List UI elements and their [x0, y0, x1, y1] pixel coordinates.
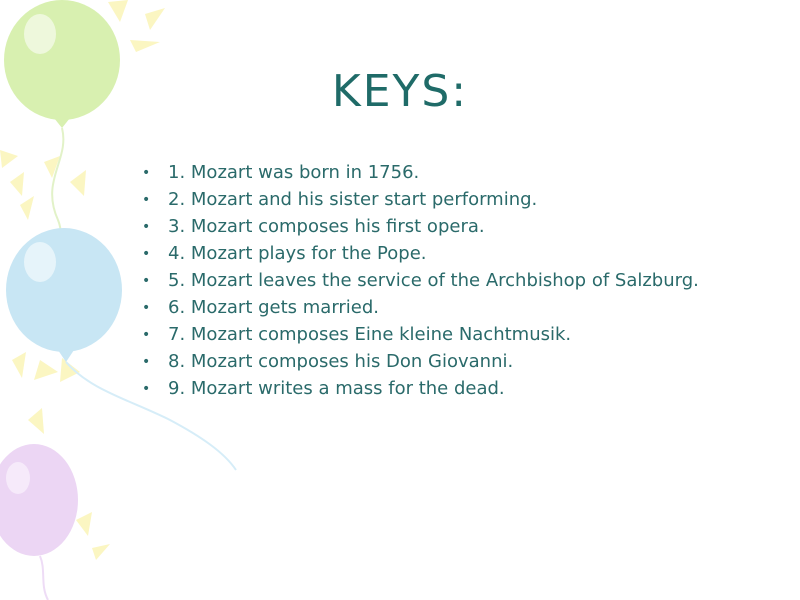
list-item-text: 8. Mozart composes his Don Giovanni. [168, 351, 514, 372]
bullet-icon: • [142, 327, 151, 343]
list-item-text: 9. Mozart writes a mass for the dead. [168, 378, 505, 399]
list-item [140, 214, 700, 240]
list-item-text: 7. Mozart composes Eine kleine Nachtmusik. [168, 324, 572, 345]
bullet-icon: • [142, 219, 151, 235]
list-item [140, 376, 700, 402]
bullet-icon: • [142, 354, 151, 370]
bullet-icon: • [142, 300, 151, 316]
list-item-text: 6. Mozart gets married. [168, 297, 380, 318]
list-item [140, 322, 700, 348]
purple-balloon [0, 444, 78, 600]
list-item-text: 2. Mozart and his sister start performing. [168, 189, 538, 210]
list-item [140, 295, 700, 321]
list-item [140, 241, 700, 267]
bullet-icon: • [142, 381, 151, 397]
bullet-icon: • [142, 273, 151, 289]
list-item-text: 5. Mozart leaves the service of the Archbishop of Salzburg. [168, 270, 699, 291]
bullet-icon: • [142, 165, 151, 181]
list-item [140, 160, 700, 186]
list-item-text: 1. Mozart was born in 1756. [168, 162, 420, 183]
bullet-icon: • [142, 246, 151, 262]
list-item [140, 268, 700, 294]
list-item [140, 187, 700, 213]
bullet-icon: • [142, 192, 151, 208]
keys-list [140, 160, 700, 403]
slide-title: KEYS: [331, 66, 469, 117]
list-item-text: 4. Mozart plays for the Pope. [168, 243, 427, 264]
list-item [140, 349, 700, 375]
list-item-text: 3. Mozart composes his first opera. [168, 216, 485, 237]
